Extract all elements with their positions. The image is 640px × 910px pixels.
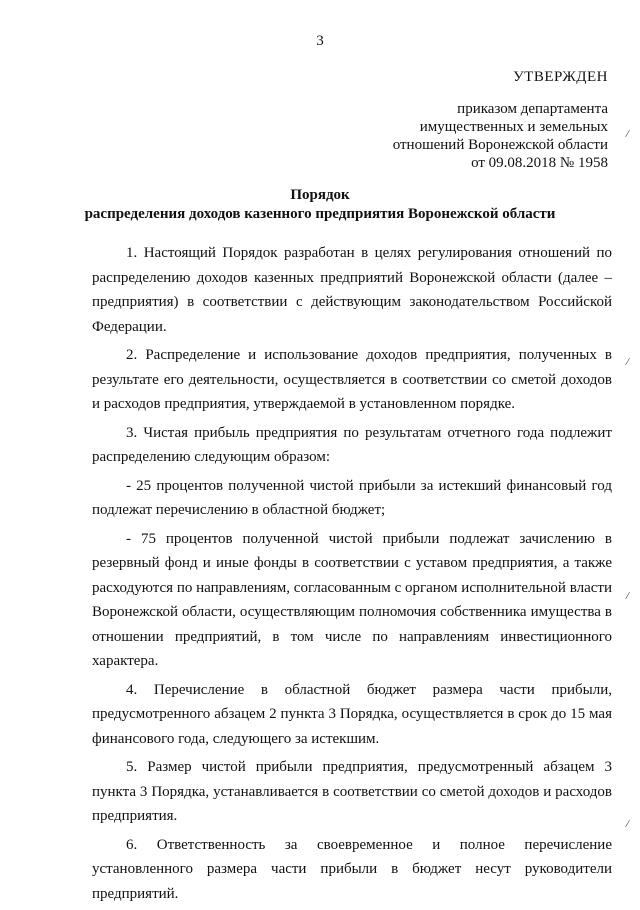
document-body: [92, 241, 612, 910]
approval-line: приказом департамента: [457, 101, 608, 117]
paragraph-3-item-2: - 75 процентов полученной чистой прибыли подлежат зачислению в резервный фонд и иные фонды в соответствии с уставом предприятия, а также расходуются по направлениям, согласованным с органом исполнительной власти Воронежской области, осуществляющим полномочия собственника имущества в отношении предприятий, в том числе по направлениям инвестиционного характера.: [92, 530, 612, 669]
title-line-1: Порядок: [290, 187, 350, 203]
title-line-2: распределения доходов казенного предприятия Воронежской области: [84, 206, 556, 222]
paragraph-5: 5. Размер чистой прибыли предприятия, предусмотренный абзацем 3 пункта 3 Порядка, устанавливается в соответствии со сметой доходов и расходов предприятия.: [92, 759, 612, 824]
paragraph-2: 2. Распределение и использование доходов предприятия, полученных в результате его деятельности, осуществляется в соответствии со сметой доходов и расходов предприятия, утверждаемой в установленном порядке.: [92, 347, 612, 412]
approval-date-number: от 09.08.2018 № 1958: [471, 155, 608, 171]
margin-tick-mark: /: [624, 127, 631, 141]
margin-tick-mark: /: [624, 817, 631, 831]
document-title: [0, 186, 640, 224]
approval-block: [348, 68, 608, 172]
paragraph-4: 4. Перечисление в областной бюджет размера части прибыли, предусмотренного абзацем 2 пункта 3 Порядка, осуществляется в срок до 15 мая финансового года, следующего за истекшим.: [92, 681, 612, 747]
approval-line: отношений Воронежской области: [392, 137, 608, 153]
paragraph-6: 6. Ответственность за своевременное и полное перечисление установленного размера части прибыли в бюджет несут руководители предприятий.: [92, 836, 612, 902]
paragraph-1: 1. Настоящий Порядок разработан в целях регулирования отношений по распределению доходов казенных предприятий Воронежской области (далее – предприятия) в соответствии с действующим законодательством Российской Федерации.: [92, 245, 612, 335]
margin-tick-mark: /: [624, 589, 631, 603]
paragraph-3-item-1: - 25 процентов полученной чистой прибыли за истекший финансовый год подлежат перечислению в областной бюджет;: [92, 477, 612, 518]
approved-heading: УТВЕРЖДЕН: [513, 69, 608, 85]
page-number: 3: [316, 33, 324, 49]
margin-tick-mark: /: [624, 355, 631, 369]
paragraph-3: 3. Чистая прибыль предприятия по результатам отчетного года подлежит распределению следующим образом:: [92, 424, 612, 465]
approval-line: имущественных и земельных: [419, 119, 608, 135]
